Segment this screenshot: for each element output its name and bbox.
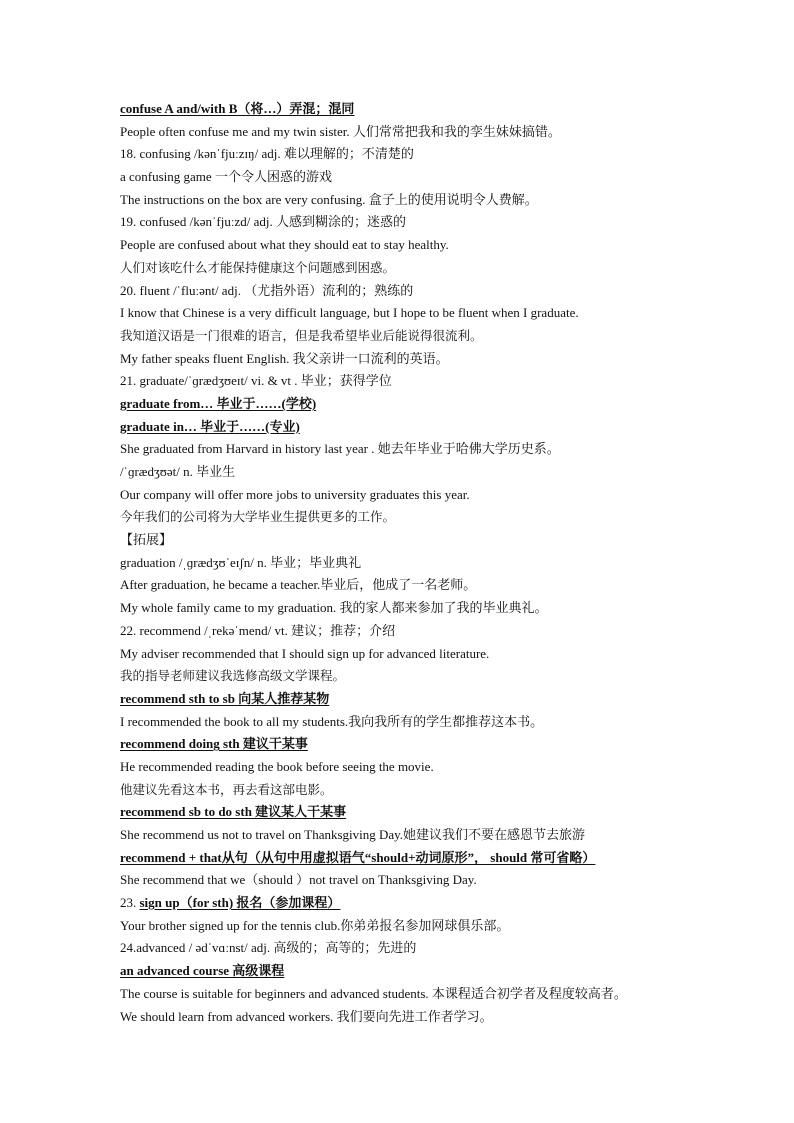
example-sentence: He recommended reading the book before seeing the movie.	[120, 758, 434, 774]
phrase-heading: graduate in… 毕业于……(专业)	[120, 418, 300, 434]
translation: 他建议先看这本书，再去看这部电影。	[120, 781, 333, 797]
vocab-entry: 18. confusing /kənˈfjuːzɪŋ/ adj. 难以理解的；不清楚的	[120, 146, 414, 162]
phrase-heading: recommend sth to sb 向某人推荐某物	[120, 690, 330, 706]
vocab-entry: 20. fluent /ˈfluːənt/ adj. （尤指外语）流利的；熟练的	[120, 282, 414, 298]
translation: 我知道汉语是一门很难的语言，但是我希望毕业后能说得很流利。	[120, 327, 483, 343]
example-sentence: The course is suitable for beginners and advanced students. 本课程适合初学者及程度较高者。	[120, 985, 627, 1001]
phrase-heading: recommend sb to do sth 建议某人干某事	[120, 804, 347, 820]
vocab-entry: graduation /ˌɡrædʒʊˈeɪʃn/ n. 毕业；毕业典礼	[120, 554, 362, 570]
example-sentence: Our company will offer more jobs to university graduates this year.	[120, 486, 470, 502]
example-sentence: People are confused about what they should eat to stay healthy.	[120, 237, 449, 253]
example-sentence: The instructions on the box are very confusing. 盒子上的使用说明令人费解。	[120, 191, 538, 207]
example-sentence: She recommend that we（should ）not travel on Thanksgiving Day.	[120, 872, 477, 888]
example-sentence: My father speaks fluent English. 我父亲讲一口流利的英语。	[120, 350, 449, 366]
example-sentence: I know that Chinese is a very difficult language, but I hope to be fluent when I graduate.	[120, 305, 579, 321]
example-phrase: a confusing game 一个令人困惑的游戏	[120, 169, 332, 185]
vocab-entry: 21. graduate/ˈɡrædʒʊeɪt/ vi. & vt . 毕业；获得学位	[120, 373, 392, 389]
vocab-entry: 19. confused /kənˈfjuːzd/ adj. 人感到糊涂的；迷惑的	[120, 214, 406, 230]
example-sentence: We should learn from advanced workers. 我们要向先进工作者学习。	[120, 1008, 493, 1024]
phrase-heading: recommend + that从句（从句中用虚拟语气“should+动词原形”， should 常可省略）	[120, 849, 596, 865]
translation: 人们对该吃什么才能保持健康这个问题感到困惑。	[120, 259, 396, 275]
example-sentence: People often confuse me and my twin sister. 人们常常把我和我的孪生妹妹搞错。	[120, 123, 561, 139]
section-label: 【拓展】	[120, 532, 173, 548]
vocab-entry: /ˈɡrædʒʊət/ n. 毕业生	[120, 464, 236, 479]
example-sentence: Your brother signed up for the tennis club.你弟弟报名参加网球俱乐部。	[120, 917, 510, 933]
example-sentence: My adviser recommended that I should sign up for advanced literature.	[120, 645, 490, 661]
entry-number: 23.	[120, 895, 140, 911]
phrase-heading: recommend doing sth 建议干某事	[120, 736, 308, 752]
phrase-heading: graduate from… 毕业于……(学校)	[120, 395, 317, 411]
translation: 今年我们的公司将为大学毕业生提供更多的工作。	[120, 509, 396, 525]
translation: 我的指导老师建议我选修高级文学课程。	[120, 668, 346, 684]
phrase-heading: sign up（for sth) 报名（参加课程）	[139, 895, 341, 911]
example-sentence: After graduation, he became a teacher.毕业后，他成了一名老师。	[120, 577, 477, 593]
example-sentence: She graduated from Harvard in history last year . 她去年毕业于哈佛大学历史系。	[120, 441, 560, 457]
phrase-heading: confuse A and/with B（将…）弄混；混同	[120, 101, 355, 116]
example-sentence: I recommended the book to all my students.我向我所有的学生都推荐这本书。	[120, 713, 544, 729]
vocab-entry: 22. recommend /ˌrekəˈmend/ vt. 建议；推荐；介绍	[120, 622, 396, 638]
vocab-entry: 24.advanced / ədˈvɑːnst/ adj. 高级的；高等的；先进的	[120, 940, 417, 956]
document-page	[120, 98, 740, 1028]
example-sentence: She recommend us not to travel on Thanksgiving Day.她建议我们不要在感恩节去旅游	[120, 827, 586, 842]
example-sentence: My whole family came to my graduation. 我的家人都来参加了我的毕业典礼。	[120, 600, 548, 616]
vocab-entry	[120, 892, 740, 915]
phrase-heading: an advanced course 高级课程	[120, 963, 285, 979]
